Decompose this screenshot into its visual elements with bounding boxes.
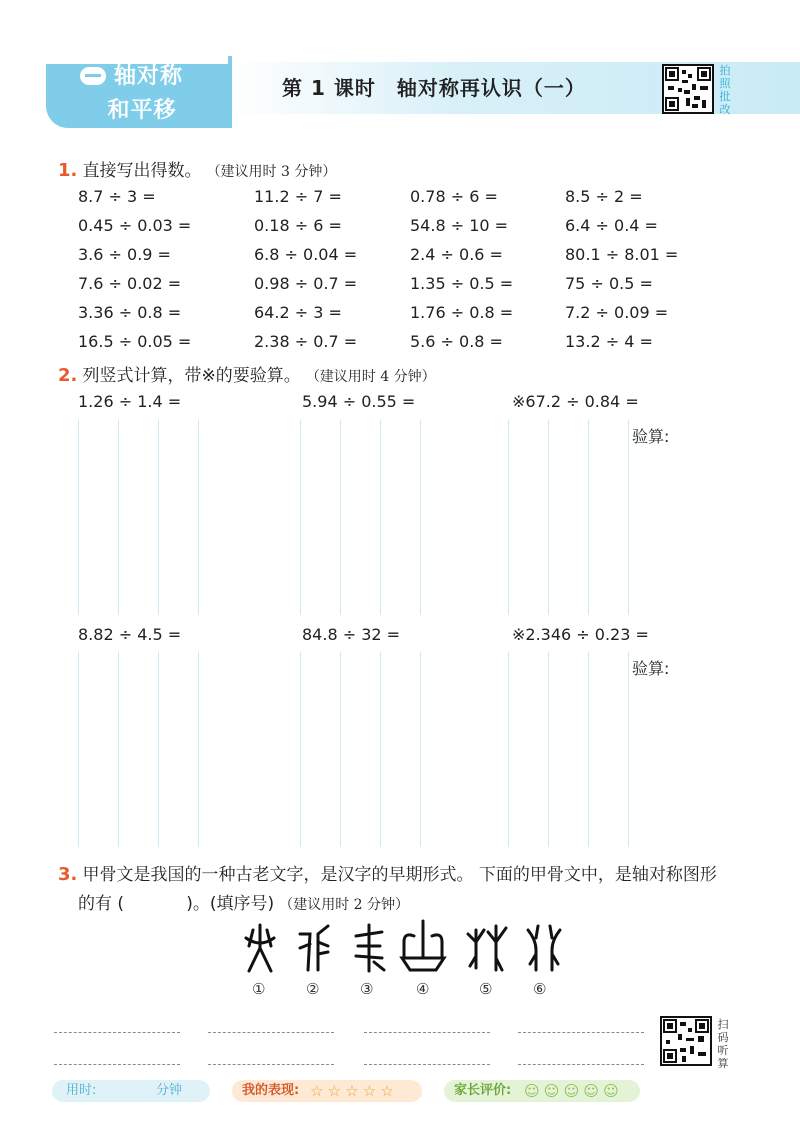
smile-icon[interactable]: ☺ [603, 1082, 619, 1100]
oracle-glyph-3-icon [352, 922, 386, 974]
qr-top-label [718, 64, 732, 116]
glyph-label: ④ [416, 980, 430, 998]
q1-hint: （建议用时 3 分钟） [206, 164, 337, 180]
q2-expr: 5.94 ÷ 0.55 = [302, 392, 416, 411]
verify-label: 验算: [632, 427, 670, 446]
dotted-line [518, 1032, 644, 1033]
work-guide-line [78, 652, 79, 847]
glyph-label: ① [252, 980, 266, 998]
work-guide-line [380, 652, 381, 847]
work-guide-line [118, 420, 119, 615]
work-guide-line [158, 420, 159, 615]
work-guide-line [628, 420, 629, 615]
work-guide-line [420, 420, 421, 615]
q2-expr: ※2.346 ÷ 0.23 = [512, 625, 649, 644]
q1-expr: 7.6 ÷ 0.02 = [78, 274, 182, 293]
q1-text: 直接写出得数。 [82, 161, 202, 181]
q2-expr: 1.26 ÷ 1.4 = [78, 392, 182, 411]
qr-code-icon[interactable] [660, 1016, 712, 1066]
q3-answer-suffix: )。(填序号) [186, 894, 275, 914]
q2-hint: （建议用时 4 分钟） [305, 369, 436, 385]
smiles [524, 1080, 619, 1104]
unit-title-line2: 和平移 [107, 98, 177, 123]
work-guide-line [420, 652, 421, 847]
q1-expr: 6.8 ÷ 0.04 = [254, 245, 358, 264]
q2-expr: 84.8 ÷ 32 = [302, 625, 401, 644]
q2-heading [58, 361, 436, 386]
smile-icon[interactable]: ☺ [563, 1082, 580, 1100]
stars [310, 1080, 394, 1104]
q1-expr: 3.6 ÷ 0.9 = [78, 245, 171, 264]
dotted-line [208, 1032, 334, 1033]
q1-expr: 13.2 ÷ 4 = [565, 332, 653, 351]
work-guide-line [588, 652, 589, 847]
unit-title [62, 60, 222, 128]
dotted-line [518, 1064, 644, 1065]
q2-expr: 8.82 ÷ 4.5 = [78, 625, 182, 644]
q1-expr: 2.38 ÷ 0.7 = [254, 332, 358, 351]
parent-label: 家长评价: [454, 1083, 512, 1098]
star-icon[interactable]: ☆ [362, 1082, 377, 1100]
qr-bottom-char: 扫 [717, 1018, 729, 1031]
q1-expr: 1.76 ÷ 0.8 = [410, 303, 514, 322]
work-guide-line [300, 652, 301, 847]
q1-expr: 6.4 ÷ 0.4 = [565, 216, 658, 235]
lesson-title: 第 1 课时 轴对称再认识（一） [282, 76, 586, 100]
unit-title-line1: 轴对称 [114, 64, 184, 89]
q1-expr: 0.18 ÷ 6 = [254, 216, 342, 235]
work-guide-line [340, 652, 341, 847]
work-guide-line [158, 652, 159, 847]
q3-answer-prefix: 的有 ( [78, 894, 125, 914]
qr-top-char: 照 [719, 77, 731, 90]
oracle-glyph-6-icon [524, 920, 564, 976]
work-guide-line [380, 420, 381, 615]
work-guide-line [508, 420, 509, 615]
q1-expr: 0.78 ÷ 6 = [410, 187, 498, 206]
time-unit: 分钟 [156, 1083, 183, 1098]
q1-expr: 8.5 ÷ 2 = [565, 187, 643, 206]
work-guide-line [198, 420, 199, 615]
q3-line1 [58, 860, 758, 885]
q1-expr: 11.2 ÷ 7 = [254, 187, 342, 206]
work-guide-line [548, 652, 549, 847]
time-label: 用时: [66, 1083, 97, 1098]
time-pill [52, 1080, 210, 1102]
dotted-line [364, 1064, 490, 1065]
qr-bottom-char: 码 [717, 1031, 729, 1044]
q1-number: 1. [58, 160, 78, 181]
q2-expr: ※67.2 ÷ 0.84 = [512, 392, 639, 411]
q1-expr: 75 ÷ 0.5 = [565, 274, 653, 293]
smile-icon[interactable]: ☺ [583, 1082, 599, 1100]
star-icon[interactable]: ☆ [310, 1082, 324, 1100]
qr-top-char: 批 [719, 90, 731, 103]
qr-top-char: 拍 [719, 64, 731, 77]
smile-icon[interactable]: ☺ [543, 1082, 560, 1100]
work-guide-line [588, 420, 589, 615]
work-guide-line [340, 420, 341, 615]
q1-expr: 8.7 ÷ 3 = [78, 187, 156, 206]
qr-top-char: 改 [719, 103, 731, 116]
q1-expr: 7.2 ÷ 0.09 = [565, 303, 669, 322]
q1-expr: 80.1 ÷ 8.01 = [565, 245, 679, 264]
q1-heading [58, 156, 336, 181]
performance-pill [232, 1080, 422, 1102]
qr-code-icon[interactable] [662, 64, 714, 114]
qr-bottom-label [716, 1018, 730, 1070]
q3-line2 [78, 889, 409, 914]
glyph-label: ⑥ [533, 980, 547, 998]
glyph-label: ③ [360, 980, 374, 998]
work-guide-line [508, 652, 509, 847]
performance-label: 我的表现: [242, 1083, 300, 1098]
q2-number: 2. [58, 365, 78, 386]
oracle-glyph-1-icon [243, 922, 277, 974]
work-guide-line [198, 652, 199, 847]
work-guide-line [300, 420, 301, 615]
qr-bottom-char: 听 [717, 1044, 729, 1057]
work-guide-line [118, 652, 119, 847]
qr-bottom-char: 算 [717, 1057, 729, 1070]
star-icon[interactable]: ☆ [327, 1082, 342, 1100]
dotted-line [54, 1064, 180, 1065]
q1-expr: 54.8 ÷ 10 = [410, 216, 509, 235]
dotted-line [364, 1032, 490, 1033]
q3-number: 3. [58, 864, 78, 885]
dotted-line [54, 1032, 180, 1033]
glyph-label: ② [306, 980, 320, 998]
q1-expr: 2.4 ÷ 0.6 = [410, 245, 503, 264]
q1-expr: 0.98 ÷ 0.7 = [254, 274, 358, 293]
oracle-glyph-5-icon [466, 920, 510, 976]
q3-text: 甲骨文是我国的一种古老文字，是汉字的早期形式。 下面的甲骨文中，是轴对称图形 [82, 865, 717, 885]
q1-expr: 1.35 ÷ 0.5 = [410, 274, 514, 293]
q1-expr: 3.36 ÷ 0.8 = [78, 303, 182, 322]
star-icon[interactable]: ☆ [345, 1082, 359, 1100]
glyph-label: ⑤ [479, 980, 493, 998]
work-guide-line [628, 652, 629, 847]
q1-expr: 0.45 ÷ 0.03 = [78, 216, 192, 235]
oracle-glyph-2-icon [296, 922, 332, 974]
q3-hint: （建议用时 2 分钟） [279, 897, 410, 913]
dotted-line [208, 1064, 334, 1065]
q1-expr: 16.5 ÷ 0.05 = [78, 332, 192, 351]
work-guide-line [548, 420, 549, 615]
q2-text: 列竖式计算，带※的要验算。 [82, 366, 301, 386]
verify-label: 验算: [632, 659, 670, 678]
smile-icon[interactable]: ☺ [524, 1082, 540, 1100]
q1-expr: 5.6 ÷ 0.8 = [410, 332, 503, 351]
work-guide-line [78, 420, 79, 615]
oracle-glyph-4-icon [398, 918, 448, 974]
star-icon[interactable]: ☆ [380, 1082, 394, 1100]
q1-expr: 64.2 ÷ 3 = [254, 303, 342, 322]
parent-pill [444, 1080, 640, 1102]
